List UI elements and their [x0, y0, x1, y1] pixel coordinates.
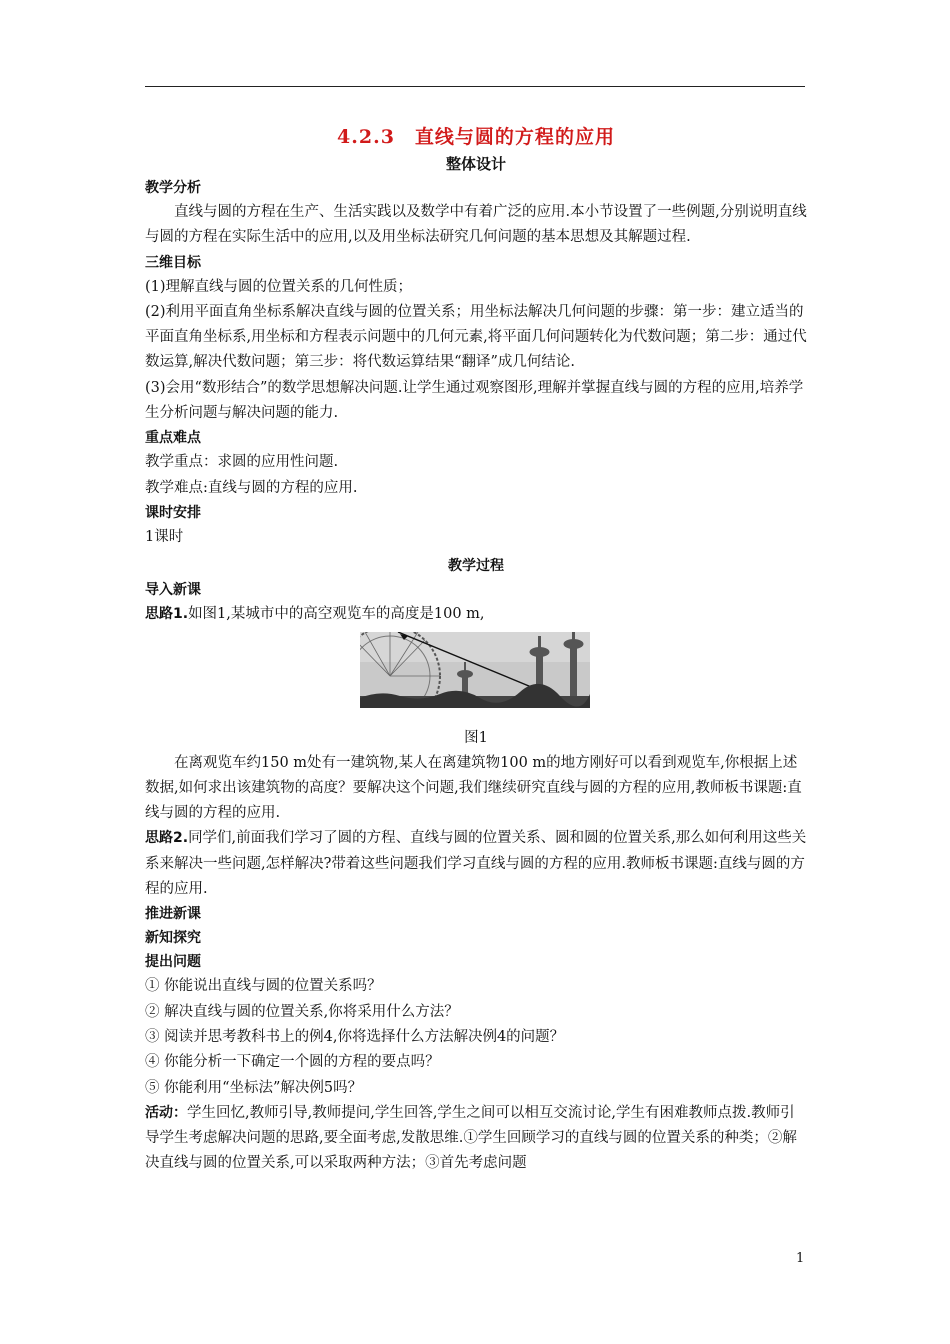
objective-2: (2)利用平面直角坐标系解决直线与圆的位置关系；用坐标法解决几何问题的步骤：第一步：建立适当的平面直角坐标系,用坐标和方程表示问题中的几何元素,将平面几何问题转化为代数问题；第二步：通过代数运算,解决代数问题；第三步：将代数运算结果“翻译”成几何结论.	[145, 303, 807, 371]
heading-schedule: 课时安排	[145, 504, 201, 521]
teaching-analysis-paragraph: 直线与圆的方程在生产、生活实践以及数学中有着广泛的应用.本小节设置了一些例题,分别说明直线与圆的方程在实际生活中的应用,以及用坐标法研究几何问题的基本思想及其解题过程.	[145, 204, 807, 246]
objective-1: (1)理解直线与圆的位置关系的几何性质；	[145, 278, 413, 295]
ferris-wheel-figure	[360, 632, 590, 708]
header-rule	[145, 86, 805, 87]
doc-title: 4.2.3 直线与圆的方程的应用	[337, 126, 615, 148]
idea-2-text: 同学们,前面我们学习了圆的方程、直线与圆的位置关系、圆和圆的位置关系,那么如何利用这些关系来解决一些问题,怎样解决?带着这些问题我们学习直线与圆的方程的应用.教师板书课题:直线与圆的方程的应用.	[145, 830, 807, 898]
objective-3: (3)会用“数形结合”的数学思想解决问题.让学生通过观察图形,理解并掌握直线与圆的方程的应用,培养学生分析问题与解决问题的能力.	[145, 379, 804, 422]
heading-questions: 提出问题	[145, 954, 201, 971]
question-5: ⑤ 你能利用“坐标法”解决例5吗？	[145, 1079, 363, 1096]
heading-introduction: 导入新课	[145, 582, 201, 599]
heading-objectives: 三维目标	[145, 254, 201, 271]
document-body	[145, 122, 807, 1177]
idea-2	[145, 826, 807, 902]
activity-text: 学生回忆,教师引导,教师提问,学生回答,学生之间可以相互交流讨论,学生有困难教师点拨.教师引导学生考虑解决问题的思路,要全面考虑,发散思维.①学生回顾学习的直线与圆的位置关系的种类；②解决直线与圆的位置关系,可以采取两种方法；③首先考虑问题	[145, 1104, 797, 1172]
activity-label: 活动：	[145, 1104, 187, 1121]
heading-exploration: 新知探究	[145, 930, 201, 947]
question-1: ① 你能说出直线与圆的位置关系吗？	[145, 978, 382, 995]
class-hours: 1课时	[145, 528, 184, 545]
question-4: ④ 你能分析一下确定一个圆的方程的要点吗？	[145, 1054, 440, 1071]
idea-1-continued: 在离观览车约150 m处有一建筑物,某人在离建筑物100 m的地方刚好可以看到观览车,你根据上述数据,如何求出该建筑物的高度？要解决这个问题,我们继续研究直线与圆的方程的应用,教师板书课题:直线与圆的方程的应用.	[145, 754, 802, 822]
idea-1-intro	[145, 602, 807, 627]
idea-1-label: 思路1.	[145, 606, 189, 623]
page-number: 1	[796, 1251, 805, 1266]
idea-1-text: 如图1,某城市中的高空观览车的高度是100 m,	[188, 606, 485, 623]
question-3: ③ 阅读并思考教科书上的例4,你将选择什么方法解决例4的问题？	[145, 1028, 565, 1045]
figure-caption: 图1	[464, 729, 488, 746]
activity	[145, 1101, 807, 1177]
heading-new-lesson: 推进新课	[145, 906, 201, 923]
heading-teaching-process: 教学过程	[448, 558, 504, 575]
key-point: 教学重点：求圆的应用性问题.	[145, 454, 339, 471]
ferris-wheel-photo	[360, 632, 590, 708]
heading-teaching-analysis: 教学分析	[145, 180, 201, 196]
question-2: ② 解决直线与圆的位置关系,你将采用什么方法？	[145, 1003, 459, 1020]
difficulty-point: 教学难点:直线与圆的方程的应用.	[145, 479, 358, 496]
idea-2-label: 思路2.	[145, 830, 189, 847]
heading-key-points: 重点难点	[145, 430, 201, 447]
doc-subtitle: 整体设计	[445, 155, 506, 173]
